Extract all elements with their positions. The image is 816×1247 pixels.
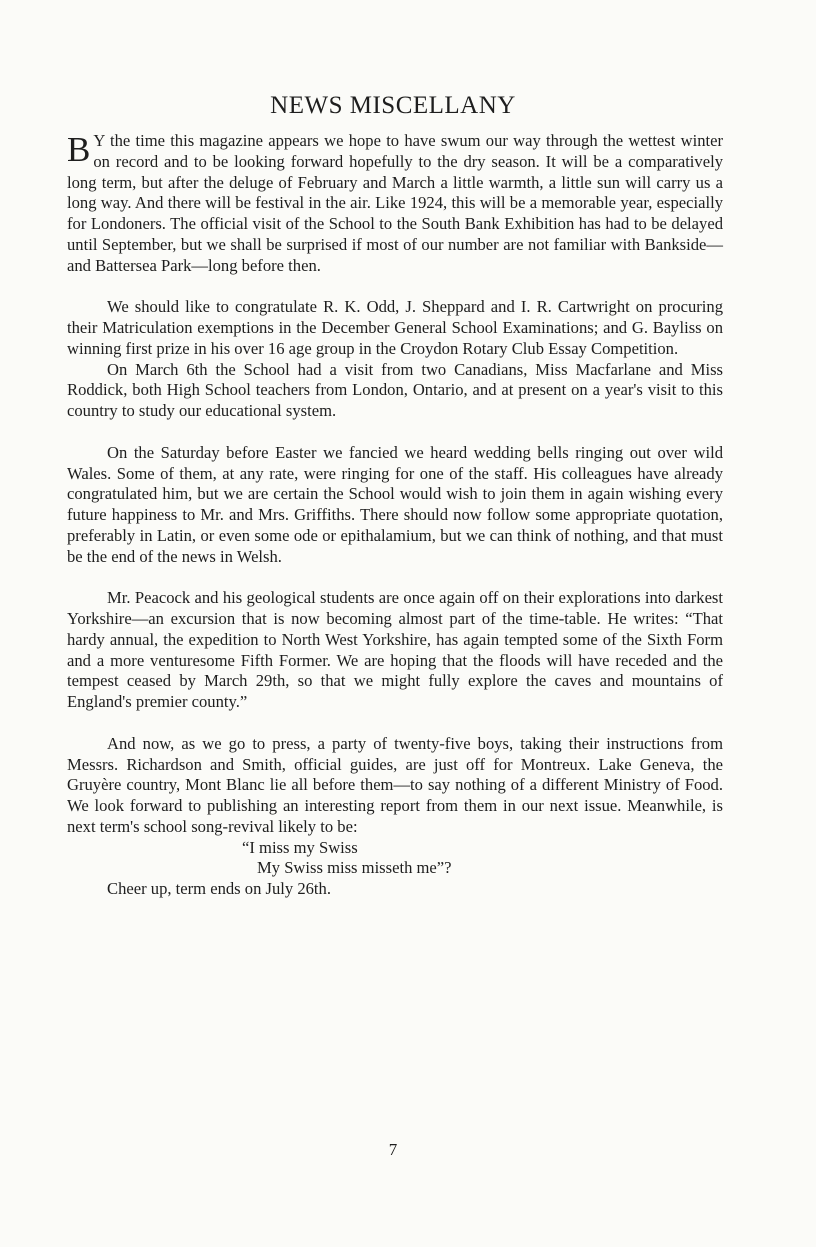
- paragraph-wedding: On the Saturday before Easter we fancied we heard wedding bells ringing out over wild Wales. Some of them, at any rate, were ringing for one of the staff. His colleagues have already congratulated him, but we are certain the School would wish to join them in again wishing every future happiness to Mr. and Mrs. Griffiths. There should now follow some appropriate quotation, preferably in Latin, or even some ode or epithalamium, but we can think of nothing, and that must be the end of the news in Welsh.: [67, 442, 723, 566]
- paragraph-congratulations: We should like to congratulate R. K. Odd, J. Sheppard and I. R. Cartwright on procuring their Matriculation exemptions in the December General School Examinations; and G. Bayliss on winning first prize in his over 16 age group in the Croydon Rotary Club Essay Competition.: [67, 297, 723, 358]
- paragraph-intro: [67, 131, 723, 276]
- closing-line: Cheer up, term ends on July 26th.: [107, 879, 331, 898]
- paragraph-geology-trip: Mr. Peacock and his geological students are once again off on their explorations into darkest Yorkshire—an excursion that is now becoming almost part of the time-table. He writes: “That hardy annual, the expedition to North West Yorkshire, has again tempted some of the Sixth Form and a more venturesome Fifth Former. We are hoping that the floods will have receded and the tempest ceased by March 29th, so that we might fully explore the caves and mountains of England's premier county.”: [67, 588, 723, 711]
- paragraph-montreux-trip: And now, as we go to press, a party of twenty-five boys, taking their instructions from Messrs. Richardson and Smith, official guides, are just off for Montreux. Lake Geneva, the Gruyère country, Mont Blanc lie all before them—to say nothing of a different Ministry of Food. We look forward to publishing an interesting report from them in our next issue. Meanwhile, is next term's school song-revival likely to be:: [67, 733, 723, 836]
- page-number: 7: [388, 1140, 398, 1159]
- paragraph-intro-text: Y the time this magazine appears we hope to have swum our way through the wettest winter on record and to be looking forward hopefully to the dry season. It will be a comparatively long term, but after the deluge of February and March a little warmth, a little sun will carry us a long way. And there will be festival in the air. Like 1924, this will be a memorable year, especially for Londoners. The official visit of the School to the South Bank Exhibition has had to be delayed until September, but we shall be surprised if most of our number are not familiar with Bankside—and Battersea Park—long before then.: [67, 131, 723, 275]
- verse-line-2: My Swiss miss misseth me”?: [257, 858, 452, 878]
- drop-cap: B: [67, 130, 91, 169]
- paragraph-canadian-visit: On March 6th the School had a visit from two Canadians, Miss Macfarlane and Miss Roddick, both High School teachers from London, Ontario, and at present on a year's visit to this country to study our educational system.: [67, 359, 723, 420]
- article-body: [67, 131, 723, 900]
- page-title: NEWS MISCELLANY: [270, 92, 516, 119]
- verse-line-1: “I miss my Swiss: [242, 837, 358, 857]
